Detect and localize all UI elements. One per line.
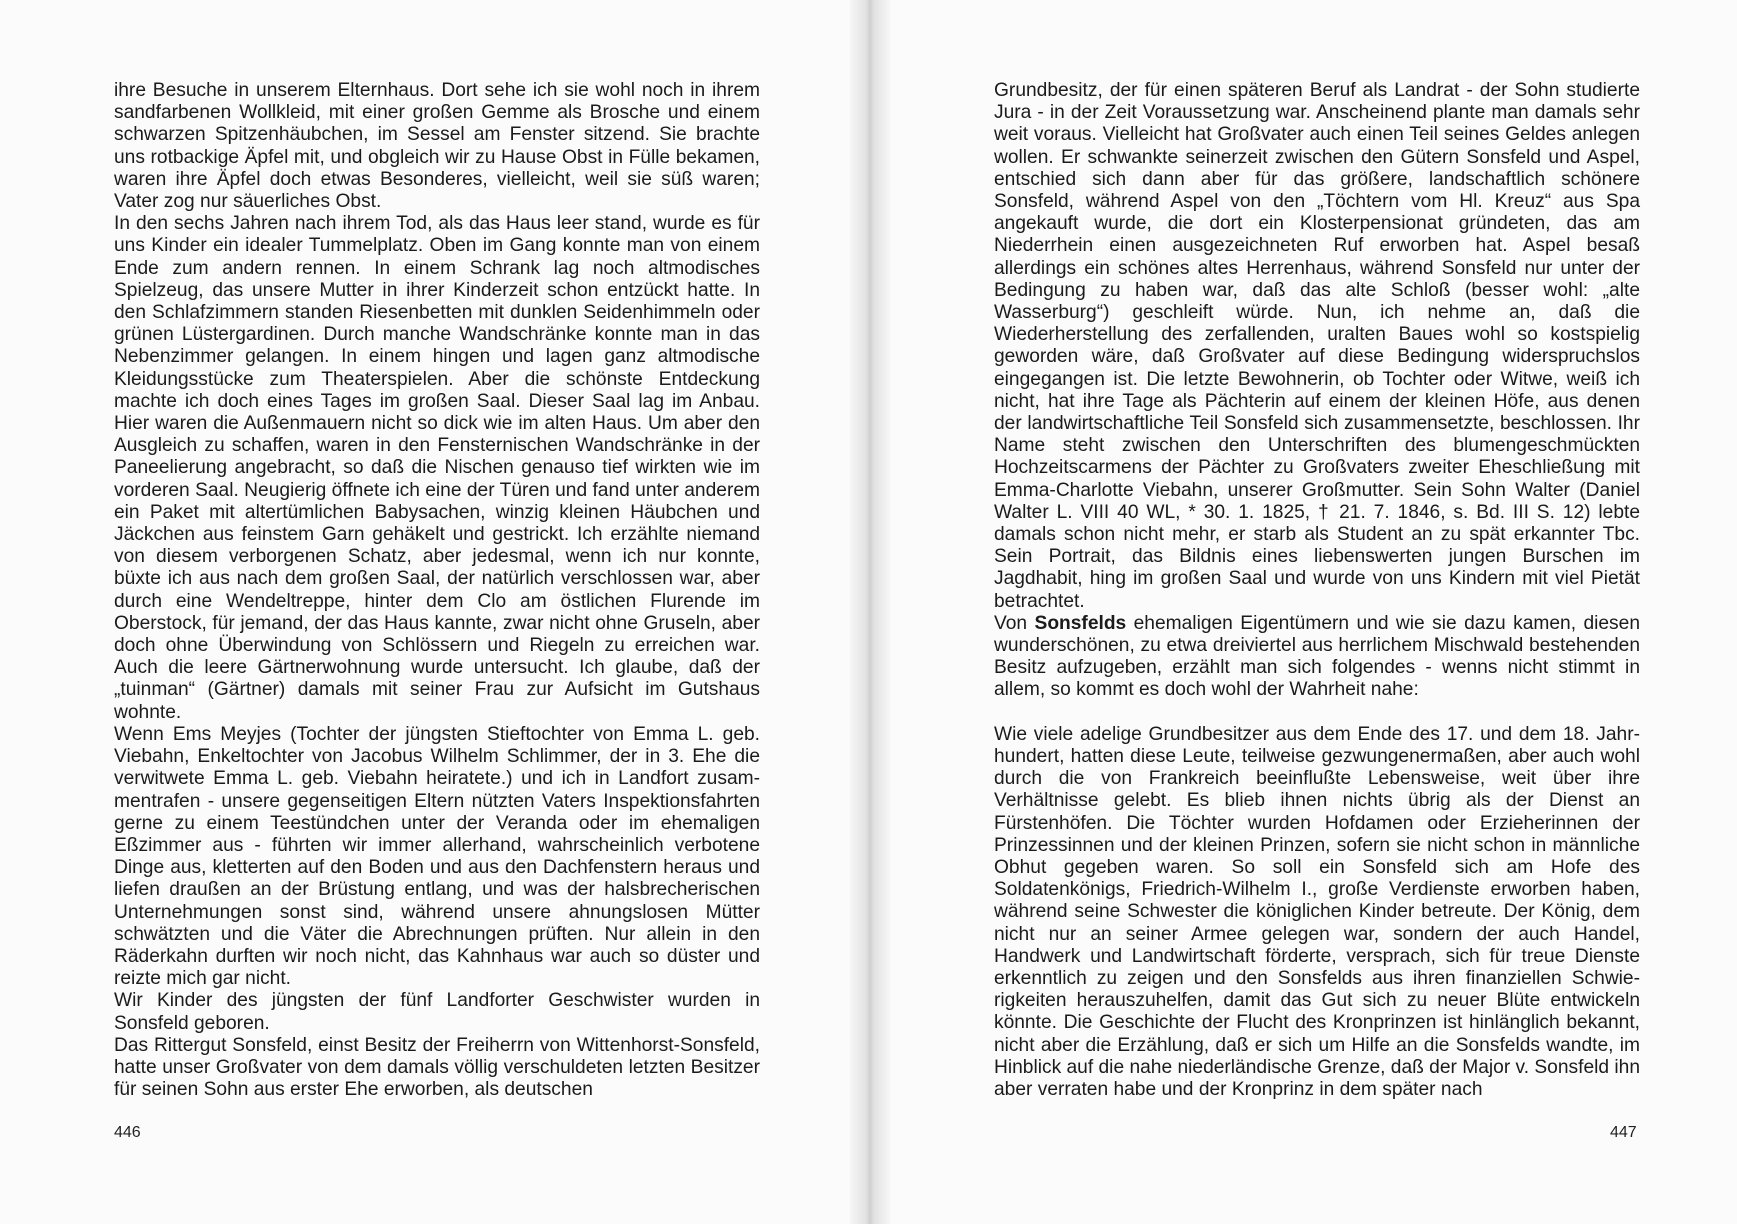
paragraph: In den sechs Jahren nach ihrem Tod, als das Haus leer stand, wurde es für uns Kinder ein idealer Tummelplatz. Oben im Gang konnte man von einem Ende zum andern rennen. In einem Schrank lag noch altmodisches Spielzeug, das unsere Mutter in ihrer Kinderzeit schon entzückt hatte. In den Schlafzimmern standen Riesenbetten mit dunklen Seidenhimmeln oder grünen Lüstergardinen. Durch manche Wandschränke konnte man in das Nebenzimmer gelangen. In einem hingen und lagen ganz altmodische Kleidungsstücke zum Theaterspielen. Aber die schönste Entdeckung machte ich doch eines Tages im großen Saal. Dieser Saal lag im Anbau. Hier waren die Außenmauern nicht so dick wie im alten Haus. Um aber den Ausgleich zu schaffen, waren in den Fensternischen Wandschränke in der Paneelierung angebracht, so daß die Nischen genauso tief wirkten wie im vorderen Saal. Neugierig öffnete ich eine der Türen und fand unter anderem ein Paket mit altertümlichen Babysachen, winzig kleinen Häubchen und Jäckchen aus feinstem Garn gehäkelt und gestrickt. Ich erzählte niemand von diesem verborgenen Schatz, aber jedesmal, wenn ich nur konnte, büxte ich aus nach dem großen Saal, der natürlich verschlossen war, aber durch eine Wendeltreppe, hinter dem Clo am östlichen Flurende im Oberstock, für jemand, der das Haus kannte, zwar nicht ohne Gruseln, aber doch ohne Überwindung von Schlössern und Riegeln zu erreichen war. Auch die leere Gärtnerwohnung wurde untersucht. Ich glaube, daß der „tuinman“ (Gärtner) damals mit seiner Frau zur Aufsicht im Gutshaus wohnte. <box>114 213 760 723</box>
page-number-left: 446 <box>114 1124 141 1141</box>
page-number-right: 447 <box>1610 1124 1637 1141</box>
paragraph: Wenn Ems Meyjes (Tochter der jüngsten Stieftochter von Emma L. geb. Viebahn, Enkeltochter von Jacobus Wilhelm Schlimmer, der in 3. Ehe die verwitwete Emma L. geb. Viebahn heiratete.) und ich in Landfort zusammentrafen - unsere gegenseitigen Eltern nützten Vaters Inspektionsfahrten gerne zu einem Teestündchen unter der Veranda oder im ehemaligen Eßzimmer aus - führten wir immer allerhand, wahrscheinlich verbotene Dinge aus, kletterten auf den Boden und aus den Dachfenstern heraus und liefen draußen an der Brüstung entlang, und was der halsbrecherischen Unternehmungen sonst sind, während unsere ahnungslosen Mütter schwätzten und die Väter die Abrechnungen prüften. Nur allein in den Räderkahn durften wir noch nicht, das Kahnhaus war auch so düster und reizte mich gar nicht. <box>114 723 760 990</box>
right-page-text <box>994 80 1640 1101</box>
paragraph: Wir Kinder des jüngsten der fünf Landforter Geschwister wurden in Sonsfeld geboren. <box>114 990 760 1034</box>
paragraph: Wie viele adelige Grundbesitzer aus dem Ende des 17. und dem 18. Jahrhundert, hatten diese Leute, teilweise gezwungenermaßen, aber auch wohl durch die von Frankreich beeinflußte Lebensweise, weit über ihre Verhältnisse gelebt. Es blieb ihnen nichts übrig als der Dienst an Fürstenhöfen. Die Töchter wurden Hofdamen oder Erzieherinnen der Prinzessinnen und der kleinen Prinzen, sofern sie nicht schon in männliche Obhut gegeben waren. So soll ein Sonsfeld sich am Hofe des Soldatenkönigs, Friedrich-Wilhelm I., große Verdienste erworben haben, während seine Schwester die königlichen Kinder betreute. Der König, dem nicht nur an seiner Armee gelegen war, sondern der auch Handel, Handwerk und Landwirtschaft förderte, versprach, sich für treue Dienste erkenntlich zu zeigen und den Sonsfelds aus ihren finanziellen Schwierigkeiten herauszuhelfen, damit das Gut sich zu neuer Blüte entwickeln könnte. Die Geschichte der Flucht des Kronprinzen ist hinlänglich bekannt, nicht aber die Erzählung, daß er sich um Hilfe an die Sonsfelds wandte, im Hinblick auf die nahe niederländische Grenze, daß der Major v. Sonsfeld ihn aber verraten habe und der Kronprinz in dem später nach <box>994 723 1640 1100</box>
paragraph-prefix: Von <box>994 612 1035 634</box>
paragraph: Grundbesitz, der für einen späteren Beruf als Landrat - der Sohn studierte Jura - in der Zeit Voraussetzung war. Anscheinend plante man damals sehr weit voraus. Vielleicht hat Großvater auch einen Teil seines Geldes anlegen wollen. Er schwankte seinerzeit zwischen den Gütern Sonsfeld und Aspel, entschied sich dann aber für das größere, landschaftlich schönere Sonsfeld, während Aspel von den „Töchtern vom Hl. Kreuz“ aus Spa angekauft wurde, die dort ein Klosterpensionat gründeten, das am Niederrhein einen ausgezeichneten Ruf erworben hat. Aspel besaß allerdings ein schönes altes Herrenhaus, während Sonsfeld nur unter der Bedingung zu haben war, daß das alte Schloß (besser wohl: „alte Wasserburg“) geschleift würde. Nun, ich nehme an, daß die Wiederherstellung des zerfallenden, uralten Baues wohl so kostspielig geworden wäre, daß Großvater auf diese Bedingung widerspruchslos eingegangen ist. Die letzte Bewohnerin, ob Tochter oder Witwe, weiß ich nicht, hat ihre Tage als Pächterin auf einem der kleinen Höfe, aus denen der landwirtschaftliche Teil Sonsfeld sich zusammensetzte, beschlossen. Ihr Name steht zwischen den Unterschriften des blumengeschmückten Hochzeitscarmens der Pächter zu Großvaters zweiter Eheschließung mit Emma-Charlotte Viebahn, unserer Großmutter. Sein Sohn Walter (Daniel Walter L. VIII 40 WL, * 30. 1. 1825, † 21. 7. 1846, s. Bd. III S. 12) lebte damals schon nicht mehr, er starb als Student an zu spät erkannter Tbc. Sein Portrait, das Bildnis eines liebenswerten jungen Burschen im Jagdhabit, hing im großen Saal und wurde von uns Kindern mit viel Pietät betrachtet. <box>994 80 1640 612</box>
paragraph <box>994 613 1640 702</box>
left-page-text <box>114 80 760 1101</box>
paragraph: ihre Besuche in unserem Elternhaus. Dort sehe ich sie wohl noch in ihrem sandfarbenen Wollkleid, mit einer großen Gemme als Brosche und einem schwarzen Spitzenhäubchen, im Sessel am Fenster sitzend. Sie brachte uns rotbackige Äpfel mit, und obgleich wir zu Hause Obst in Fülle bekamen, waren ihre Äpfel doch etwas Besonderes, vielleicht, weil sie süß waren; Vater zog nur säuerliches Obst. <box>114 80 760 213</box>
paragraph-rest: ehemaligen Eigentümern und wie sie dazu kamen, diesen wunderschönen, zu etwa dreiviertel aus herrlichem Mischwald bestehenden Besitz aufzugeben, erzählt man sich folgendes - wenns nicht stimmt in allem, so kommt es doch wohl der Wahrheit nahe: <box>994 612 1640 701</box>
book-gutter <box>850 0 890 1224</box>
emphasized-name: Sonsfelds <box>1034 612 1127 634</box>
paragraph: Das Rittergut Sonsfeld, einst Besitz der Freiherrn von Wittenhorst-Sonsfeld, hatte unser Großvater von dem damals völlig verschuldeten letzten Besitzer für seinen Sohn aus erster Ehe erworben, als deutschen <box>114 1034 760 1101</box>
